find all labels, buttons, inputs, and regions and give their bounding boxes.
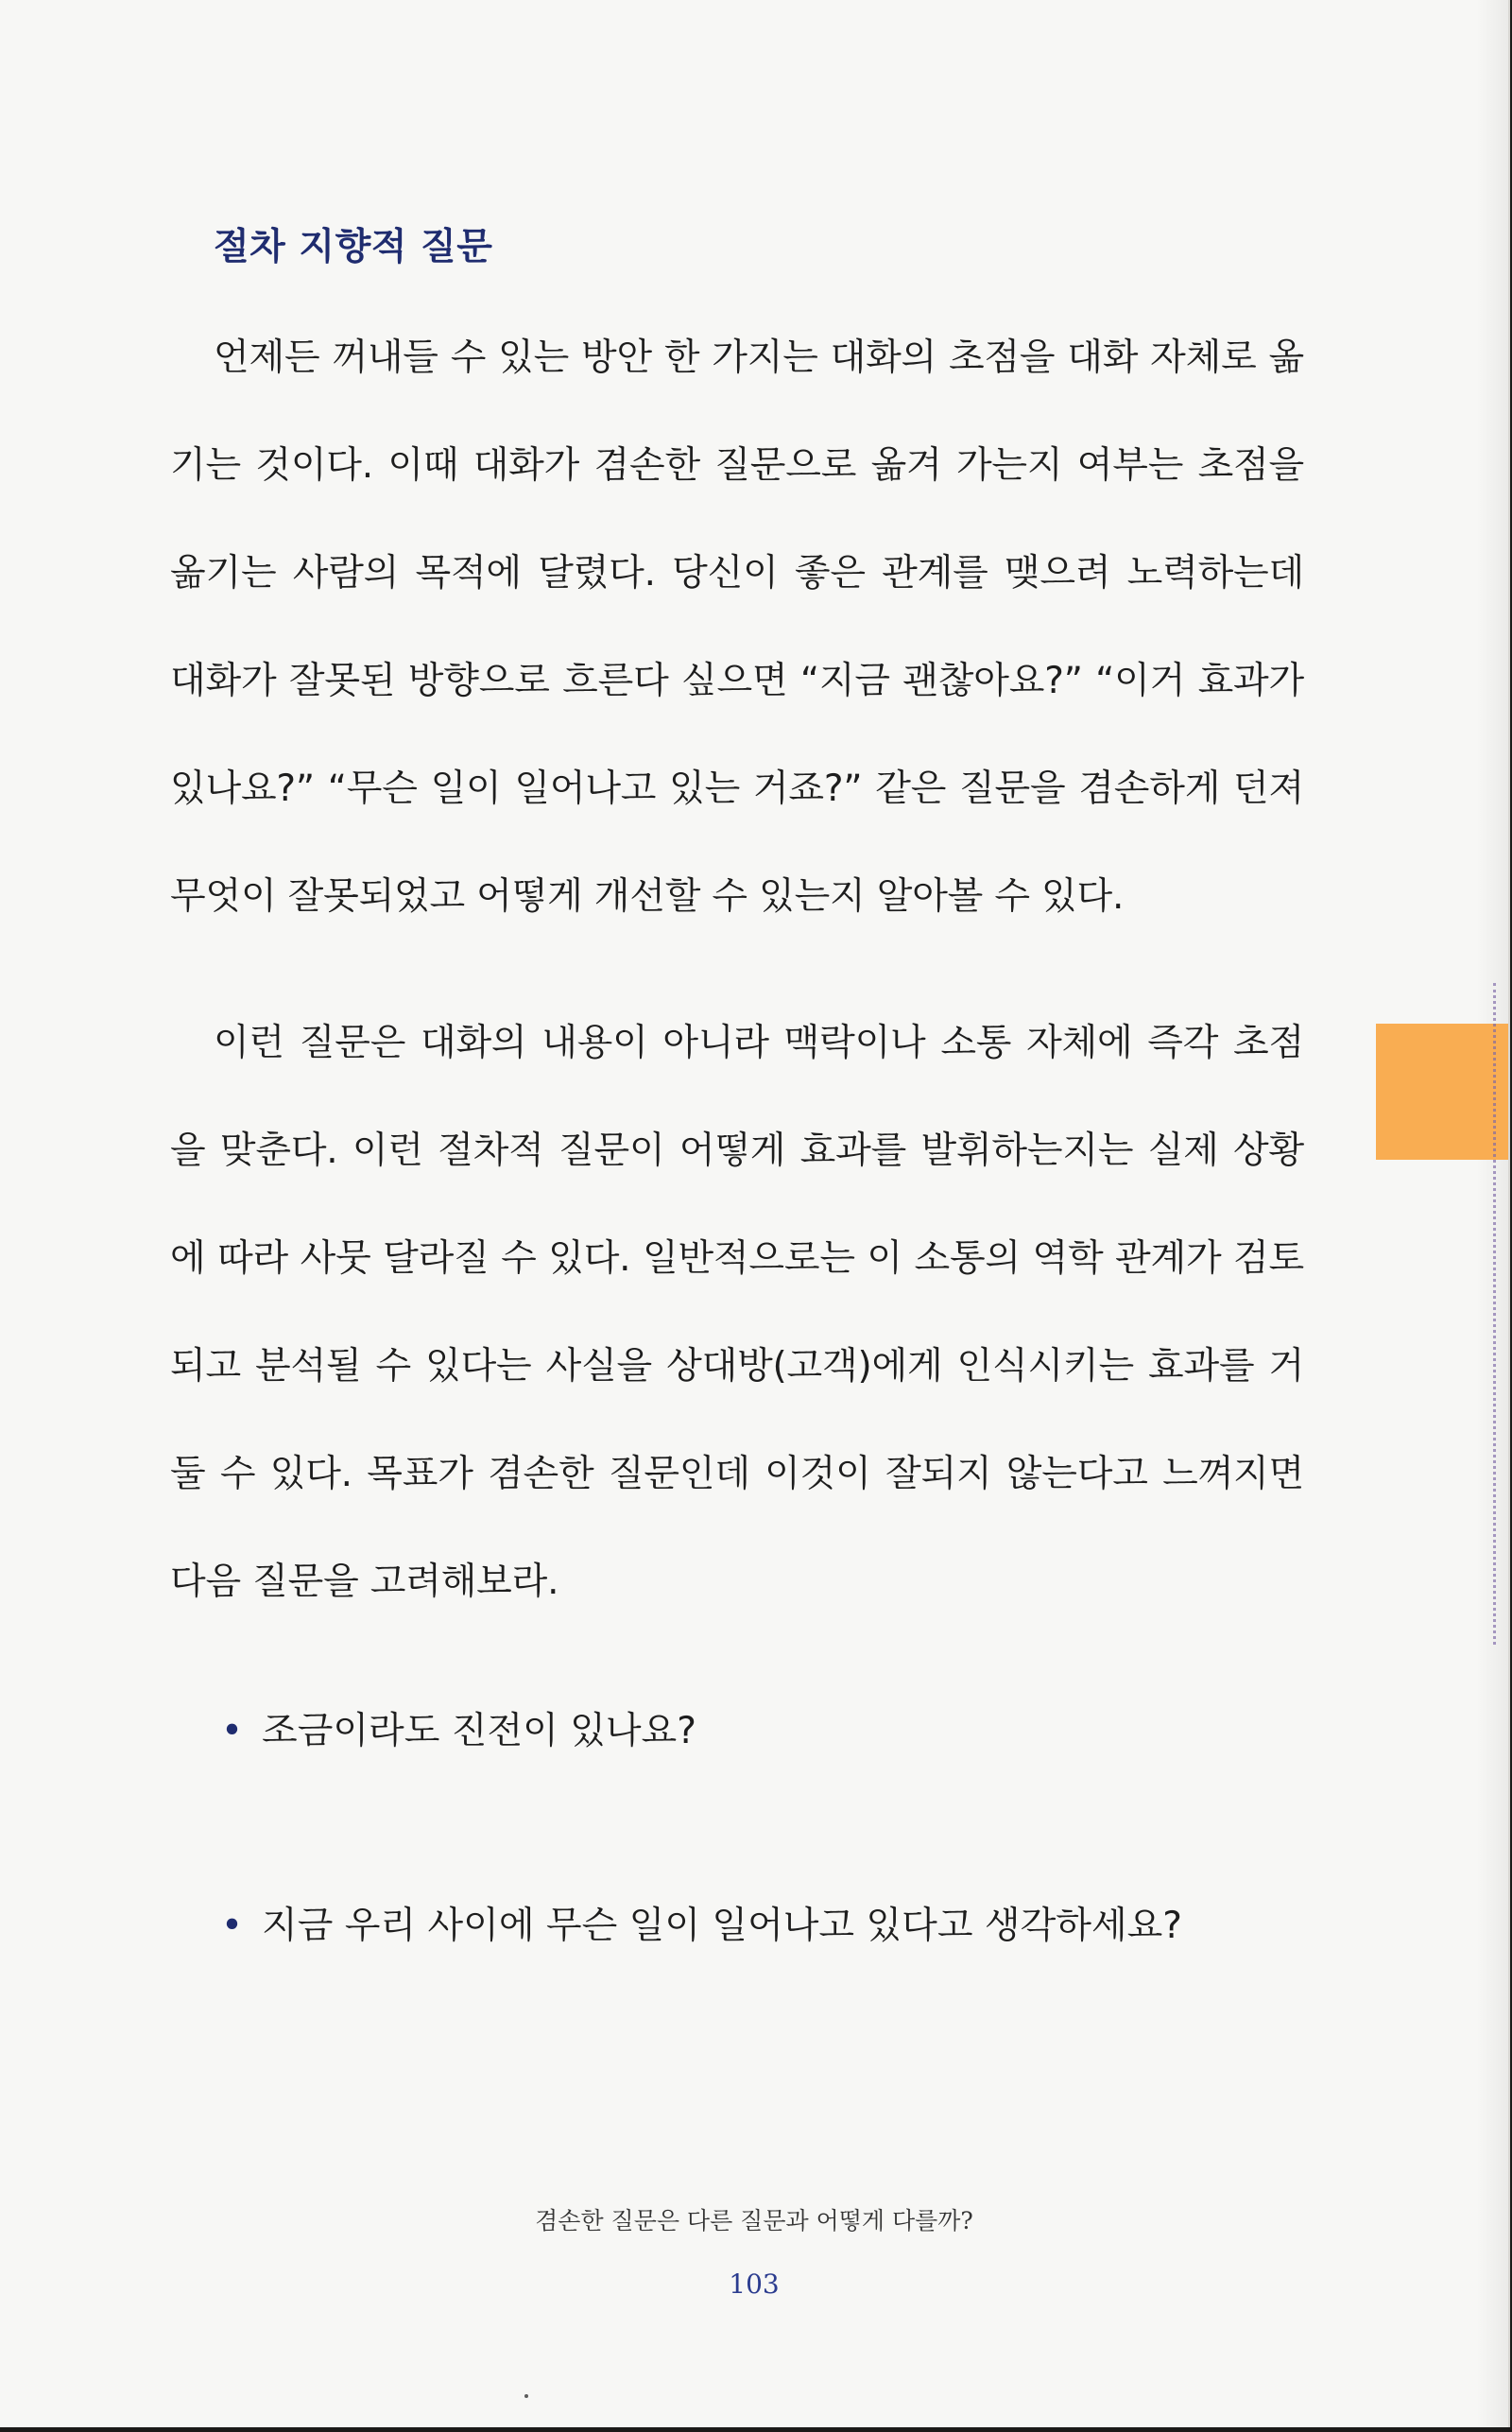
bullet-text: 조금이라도 진전이 있나요?	[262, 1710, 696, 1752]
paper-speck	[524, 2394, 528, 2398]
bullet-text: 지금 우리 사이에 무슨 일이 일어나고 있다고 생각하세요?	[262, 1905, 1182, 1947]
running-footer-title: 겸손한 질문은 다른 질문과 어떻게 다를까?	[535, 2207, 973, 2234]
section-heading: 절차 지향적 질문	[214, 226, 493, 268]
bullet-item-2	[221, 1896, 1182, 1949]
bullet-icon: •	[221, 1710, 244, 1752]
bullet-item-1	[221, 1701, 696, 1754]
body-paragraph-2: 이런 질문은 대화의 내용이 아니라 맥락이나 소통 자체에 즉각 초점을 맞춘다. 이런 절차적 질문이 어떻게 효과를 발휘하는지는 실제 상황에 따라 사뭇 달라질 수 있다. 일반적으로는 이 소통의 역학 관계가 검토되고 분석될 수 있다는 사실을 상대방(고객)에게 인식시키는 효과를 거둘 수 있다. 목표가 겸손한 질문인데 이것이 잘되지 않는다고 느껴지면 다음 질문을 고려해보라.	[170, 1022, 1304, 1603]
body-paragraph-1: 언제든 꺼내들 수 있는 방안 한 가지는 대화의 초점을 대화 자체로 옮기는 것이다. 이때 대화가 겸손한 질문으로 옮겨 가는지 여부는 초점을 옮기는 사람의 목적에 달렸다. 당신이 좋은 관계를 맺으려 노력하는데 대화가 잘못된 방향으로 흐른다 싶으면 “지금 괜찮아요?” “이거 효과가 있나요?” “무슨 일이 일어나고 있는 거죠?” 같은 질문을 겸손하게 던져 무엇이 잘못되었고 어떻게 개선할 수 있는지 알아볼 수 있다.	[170, 336, 1304, 918]
page-number: 103	[729, 2268, 780, 2300]
chapter-side-tab	[1376, 1024, 1508, 1160]
page-edge-marks	[1493, 983, 1509, 1645]
bullet-icon: •	[221, 1905, 244, 1947]
